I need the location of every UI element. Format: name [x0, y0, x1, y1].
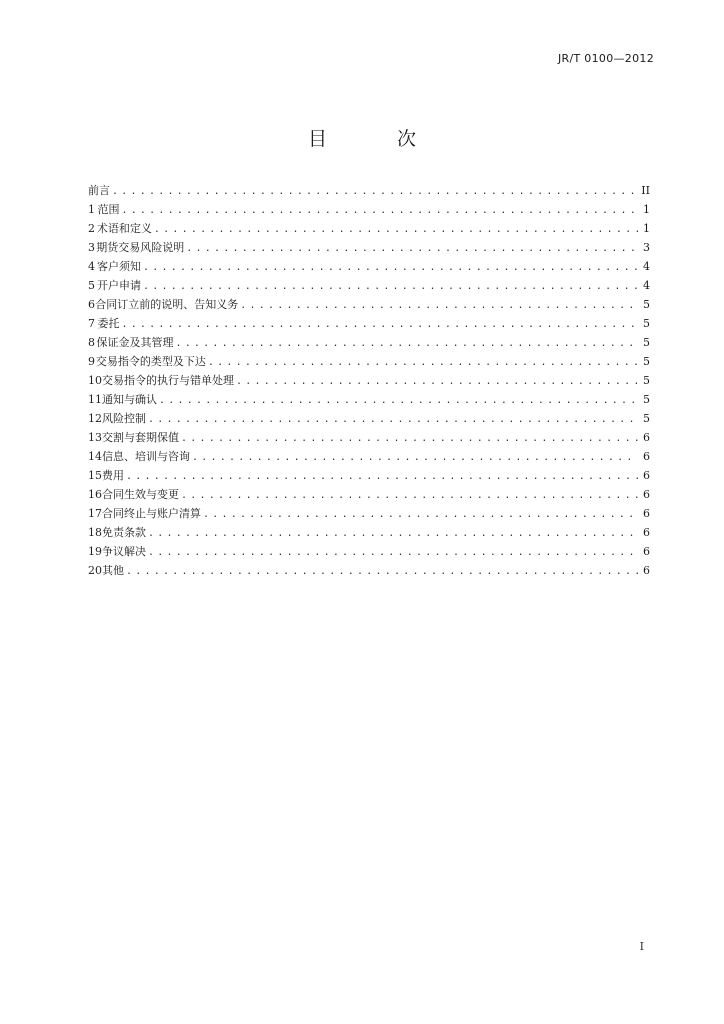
toc-entry-page: 6 — [643, 545, 650, 558]
dot-leader — [203, 505, 638, 523]
toc-entry-number: 12 — [88, 412, 102, 425]
toc-entry-number: 1 — [88, 203, 95, 216]
toc-entry-label: 前言 — [88, 184, 110, 197]
toc-entry-label: 信息、培训与咨询 — [102, 450, 190, 463]
toc-entry-page: 6 — [643, 564, 650, 577]
toc-entry-page: 5 — [643, 393, 650, 406]
toc-entry-label: 合同生效与变更 — [102, 488, 179, 501]
toc-entry-5[interactable] — [88, 276, 650, 295]
dot-leader — [186, 239, 638, 257]
dot-leader — [143, 258, 638, 276]
toc-entry-label: 风险控制 — [102, 412, 146, 425]
toc-entry-17[interactable] — [88, 504, 650, 523]
dot-leader — [148, 524, 638, 542]
toc-entry-number: 18 — [88, 526, 102, 539]
toc-entry-number: 20 — [88, 564, 102, 577]
toc-entry-label: 术语和定义 — [96, 222, 152, 235]
toc-entry-number: 7 — [88, 317, 95, 330]
toc-entry-10[interactable] — [88, 371, 650, 390]
toc-entry-number: 8 — [88, 336, 95, 349]
toc-entry-page: 3 — [643, 241, 650, 254]
toc-entry-6[interactable] — [88, 295, 650, 314]
toc-entry-label: 交易指令的执行与错单处理 — [102, 374, 234, 387]
toc-entry-page: 6 — [643, 488, 650, 501]
toc-entry-3[interactable] — [88, 238, 650, 257]
toc-entry-page: 6 — [643, 431, 650, 444]
toc-entry-number: 14 — [88, 450, 102, 463]
title-char-1: 目 — [307, 128, 327, 150]
toc-entry-page: 6 — [643, 469, 650, 482]
dot-leader — [121, 201, 638, 219]
toc-entry-foreword[interactable] — [88, 181, 650, 200]
toc-entry-7[interactable] — [88, 314, 650, 333]
toc-entry-number: 2 — [88, 222, 95, 235]
toc-entry-label: 保证金及其管理 — [96, 336, 174, 349]
title-char-2: 次 — [397, 128, 417, 150]
toc-entry-number: 17 — [88, 507, 102, 520]
toc-entry-1[interactable] — [88, 200, 650, 219]
dot-leader — [126, 467, 638, 485]
toc-entry-page: 1 — [643, 222, 650, 235]
toc-entry-label: 客户须知 — [97, 260, 142, 273]
toc-entry-20[interactable] — [88, 561, 650, 580]
document-id: JR/T 0100—2012 — [558, 52, 654, 65]
toc-entry-label: 开户申请 — [97, 279, 142, 292]
toc-entry-label: 费用 — [102, 469, 124, 482]
toc-entry-page: 6 — [643, 507, 650, 520]
toc-entry-label: 合同终止与账户清算 — [102, 507, 201, 520]
toc-entry-number: 10 — [88, 374, 102, 387]
toc-entry-2[interactable] — [88, 219, 650, 238]
toc-entry-label: 范围 — [97, 203, 120, 216]
toc-entry-19[interactable] — [88, 542, 650, 561]
dot-leader — [148, 543, 638, 561]
toc-entry-8[interactable] — [88, 333, 650, 352]
toc-entry-number: 11 — [88, 393, 102, 406]
dot-leader — [181, 429, 638, 447]
dot-leader — [159, 391, 638, 409]
toc-entry-12[interactable] — [88, 409, 650, 428]
dot-leader — [175, 334, 638, 352]
toc-entry-page: 4 — [643, 260, 650, 273]
toc-entry-18[interactable] — [88, 523, 650, 542]
table-of-contents — [88, 181, 650, 580]
toc-entry-label: 期货交易风险说明 — [96, 241, 185, 254]
toc-entry-page: 6 — [643, 450, 650, 463]
dot-leader — [148, 410, 638, 428]
toc-entry-label: 争议解决 — [102, 545, 146, 558]
dot-leader — [181, 486, 638, 504]
toc-entry-9[interactable] — [88, 352, 650, 371]
dot-leader — [192, 448, 638, 466]
toc-entry-page: 5 — [643, 412, 650, 425]
dot-leader — [126, 562, 638, 580]
toc-entry-number: 3 — [88, 241, 95, 254]
toc-entry-label: 免责条款 — [102, 526, 146, 539]
page-number: I — [639, 940, 644, 953]
toc-entry-page: 5 — [643, 374, 650, 387]
dot-leader — [121, 315, 638, 333]
toc-entry-label: 其他 — [102, 564, 124, 577]
toc-entry-number: 9 — [88, 355, 95, 368]
toc-entry-label: 交割与套期保值 — [102, 431, 179, 444]
toc-entry-14[interactable] — [88, 447, 650, 466]
toc-entry-number: 19 — [88, 545, 102, 558]
toc-entry-13[interactable] — [88, 428, 650, 447]
toc-entry-number: 16 — [88, 488, 102, 501]
toc-entry-number: 15 — [88, 469, 102, 482]
toc-entry-page: 4 — [643, 279, 650, 292]
toc-entry-number: 5 — [88, 279, 95, 292]
toc-entry-label: 合同订立前的说明、告知义务 — [95, 298, 239, 311]
toc-entry-page: 5 — [643, 355, 650, 368]
toc-entry-15[interactable] — [88, 466, 650, 485]
toc-entry-label: 通知与确认 — [102, 393, 157, 406]
toc-entry-11[interactable] — [88, 390, 650, 409]
toc-entry-number: 6 — [88, 298, 95, 311]
toc-entry-page: 1 — [643, 203, 650, 216]
toc-entry-page: II — [641, 184, 650, 197]
toc-entry-page: 5 — [643, 317, 650, 330]
toc-entry-number: 4 — [88, 260, 95, 273]
toc-entry-16[interactable] — [88, 485, 650, 504]
toc-entry-page: 6 — [643, 526, 650, 539]
dot-leader — [154, 220, 638, 238]
toc-entry-page: 5 — [643, 298, 650, 311]
dot-leader — [236, 372, 638, 390]
toc-entry-label: 委托 — [97, 317, 120, 330]
toc-entry-number: 13 — [88, 431, 102, 444]
page-title — [0, 124, 724, 151]
dot-leader — [208, 353, 638, 371]
dot-leader — [143, 277, 638, 295]
toc-entry-4[interactable] — [88, 257, 650, 276]
dot-leader — [112, 182, 637, 200]
dot-leader — [240, 296, 638, 314]
toc-entry-page: 5 — [643, 336, 650, 349]
toc-entry-label: 交易指令的类型及下达 — [95, 355, 206, 368]
